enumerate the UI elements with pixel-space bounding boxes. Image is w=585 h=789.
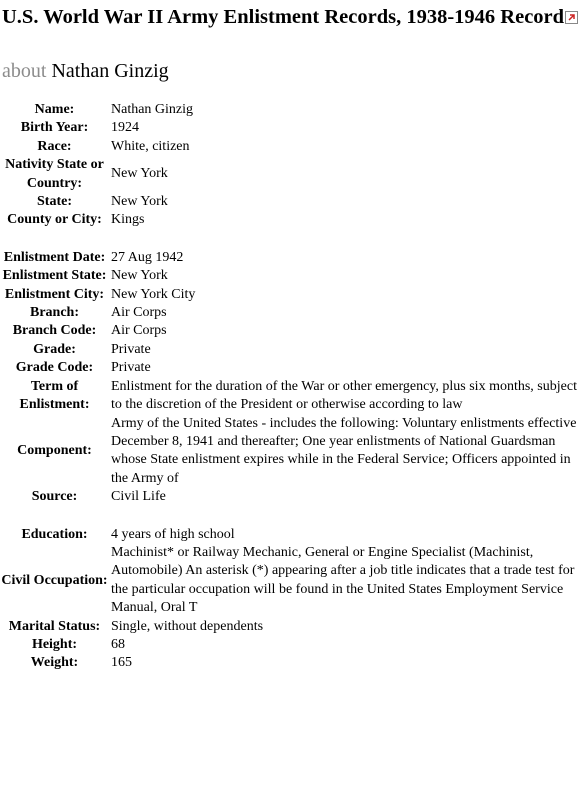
page-title xyxy=(2,4,582,31)
field-label: Race: xyxy=(37,138,72,154)
field-label: Enlistment City: xyxy=(4,286,105,302)
record-row xyxy=(0,322,581,340)
section-gap xyxy=(0,507,581,526)
field-label: Term of Enlistment: xyxy=(19,378,90,413)
record-row xyxy=(0,156,581,193)
field-label: Component: xyxy=(17,443,92,459)
field-label: Birth Year: xyxy=(20,120,89,136)
record-row xyxy=(0,304,581,322)
record-row xyxy=(0,415,581,489)
field-value: 1924 xyxy=(111,120,139,136)
record-row xyxy=(0,526,581,544)
field-label: Name: xyxy=(34,102,75,117)
field-label: Nativity State or Country: xyxy=(5,157,104,191)
record-row xyxy=(0,378,581,415)
field-value: White, citizen xyxy=(111,138,190,154)
field-value: 68 xyxy=(111,636,125,652)
person-name: Nathan Ginzig xyxy=(51,60,169,82)
field-label: County or City: xyxy=(7,212,102,228)
section-gap-cell xyxy=(0,507,581,526)
record-row xyxy=(0,488,581,506)
field-value: New York xyxy=(111,194,168,210)
field-value: Air Corps xyxy=(111,323,167,339)
field-label: Civil Occupation: xyxy=(1,572,108,588)
record-row xyxy=(0,286,581,304)
record-row xyxy=(0,119,581,137)
field-value: Single, without dependents xyxy=(111,618,264,634)
field-value: Air Corps xyxy=(111,305,167,321)
record-row xyxy=(0,544,581,618)
field-value: New York xyxy=(111,268,168,284)
field-label: State: xyxy=(37,194,72,210)
field-value: Machinist* or Railway Mechanic, General or Engine Specialist (Machinist, Automobile) An asterisk (*) appearing after a job title indicates that a trade test for the particular occupation will be found in the United States Employment Service Manual, Oral T xyxy=(111,544,575,616)
record-row xyxy=(0,101,581,119)
record-link-icon[interactable] xyxy=(565,5,578,18)
field-label: Grade Code: xyxy=(15,360,94,376)
field-value: 4 years of high school xyxy=(111,526,235,542)
field-label: Weight: xyxy=(30,655,79,671)
field-label: Branch: xyxy=(30,305,79,321)
field-value: Private xyxy=(111,341,151,357)
field-label: Enlistment Date: xyxy=(3,249,106,265)
field-label: Branch Code: xyxy=(12,323,97,339)
record-row xyxy=(0,193,581,211)
field-label: Grade: xyxy=(33,341,76,357)
field-label: Education: xyxy=(21,526,88,542)
page-title-text: U.S. World War II Army Enlistment Records, 1938-1946 Record xyxy=(2,6,565,28)
field-value: Army of the United States - includes the following: Voluntary enlistments effective December 8, 1941 and thereafter; One year enlistments of National Guardsman whose State enlistment expires while in the Federal Service; Officers appointed in the Army of xyxy=(111,415,577,486)
subtitle xyxy=(2,58,169,84)
record-row xyxy=(0,341,581,359)
record-row xyxy=(0,138,581,156)
field-label: Height: xyxy=(31,636,78,652)
field-value: New York City xyxy=(111,286,196,302)
field-value: New York xyxy=(111,166,168,182)
field-value: Kings xyxy=(111,212,145,228)
field-value: 27 Aug 1942 xyxy=(111,249,184,265)
field-value: 165 xyxy=(111,655,132,671)
field-value: Private xyxy=(111,360,151,376)
about-label: about xyxy=(2,60,47,82)
field-label: Source: xyxy=(31,489,78,505)
record-row xyxy=(0,249,581,267)
field-label: Marital Status: xyxy=(8,618,101,634)
record-row xyxy=(0,618,581,636)
record-row xyxy=(0,636,581,654)
record-row xyxy=(0,211,581,229)
field-value: Civil Life xyxy=(111,489,166,505)
section-gap-cell xyxy=(0,230,581,249)
record-table xyxy=(0,101,581,673)
field-value: Enlistment for the duration of the War or other emergency, plus six months, subject to the discretion of the President or otherwise according to law xyxy=(111,378,577,413)
field-value: Nathan Ginzig xyxy=(111,102,194,117)
record-row xyxy=(0,359,581,377)
field-label: Enlistment State: xyxy=(2,268,107,284)
record-row xyxy=(0,267,581,285)
section-gap xyxy=(0,230,581,249)
record-row xyxy=(0,654,581,672)
